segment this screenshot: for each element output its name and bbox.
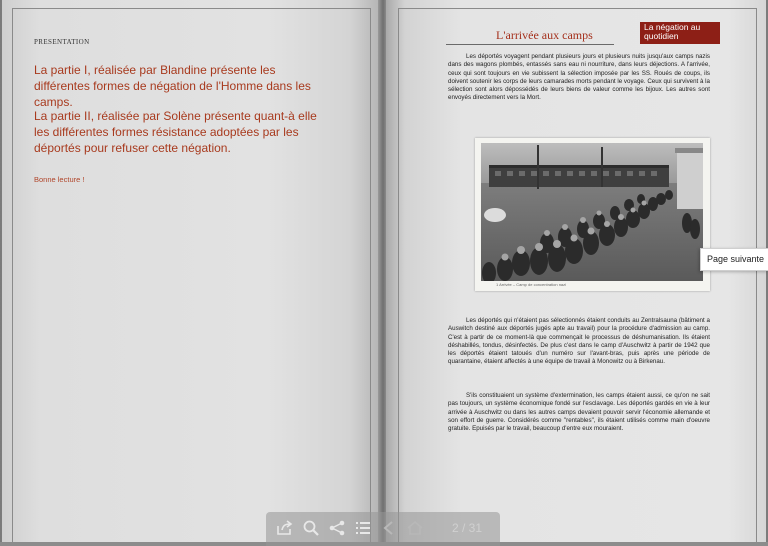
page-indicator: 2 / 31 [452,521,483,535]
deportation-photo [481,143,703,281]
next-page-button[interactable]: Page suivante [700,248,768,271]
search-icon[interactable] [302,519,320,537]
photo-caption: 1 Arrivée – Camp de concentration nazi [496,282,567,287]
left-page [2,0,380,542]
body-paragraph-1: Les déportés voyagent pendant plusieurs jours et plusieurs nuits jusqu'aux camps nazis dans des wagons plombés, entassés sans eau ni nourriture, dans leurs déjections. A l'arrivée, ceux qui sont toujours en vie subissent la sélection imposée par les SS. Roués de coups, ils doivent soutenir les corps de leurs camarades morts pendant le voyage. Ceux qui survivent à la sélection sont alors dépossédés de leurs biens de valeur comme les bijoux. Les autres sont envoyés directement vers la Mort. [448,53,710,102]
share-icon[interactable] [276,519,294,537]
home-icon[interactable] [406,519,424,537]
network-icon[interactable] [328,519,346,537]
section-label: PRESENTATION [34,38,90,46]
closing-text: Bonne lecture ! [34,175,85,184]
bottom-toolbar [266,512,500,546]
page-title: L'arrivée aux camps [496,28,593,42]
body-paragraph-2: Les déportés qui n'étaient pas sélectionnés étaient conduits au Zentralsauna (bâtiment a Auswitch destiné aux déportés jugés apte au travail) pour la procédure d'admission au camp. C'est à partir de ce moment-là que commençait le processus de déshumanisation. Ils étaient déshabillés, tondus, désinfectés. De plus c'est dans le camp d'Auschwitz à partir de 1942 que les déportés étaient tatoués d'un numéro sur l'avant-bras, puis après une période de quarantaine, étaient affectés à une équipe de travail à Monowitz ou à Birkenau. [448,317,710,366]
intro-paragraph-2: La partie II, réalisée par Solène présente quant-à elle les différentes formes résistance adoptées par les déportés pour refuser cette négation. [34,109,317,155]
body-paragraph-3: S'ils constituaient un système d'extermination, les camps étaient aussi, ce qu'on ne sait pas toujours, un système économique fondé sur l'esclavage. Les déportés gardés en vie à leur arrivée à Auschwitz ou dans les autres camps devaient pouvoir servir l'économie allemande et son effort de guerre. Considérés comme "rentables", ils étaient utilisés comme main d'oeuvre gratuite. Epuisés par le travail, beaucoup d'entre eux mouraient. [448,392,710,433]
title-underline [446,44,614,45]
right-page [386,0,766,542]
list-icon[interactable] [354,519,372,537]
chapter-badge: La négation au quotidien [640,22,720,44]
intro-paragraph-1: La partie I, réalisée par Blandine présente les différentes formes de négation de l'Homme dans les camps. [34,63,311,109]
prev-icon[interactable] [380,519,398,537]
